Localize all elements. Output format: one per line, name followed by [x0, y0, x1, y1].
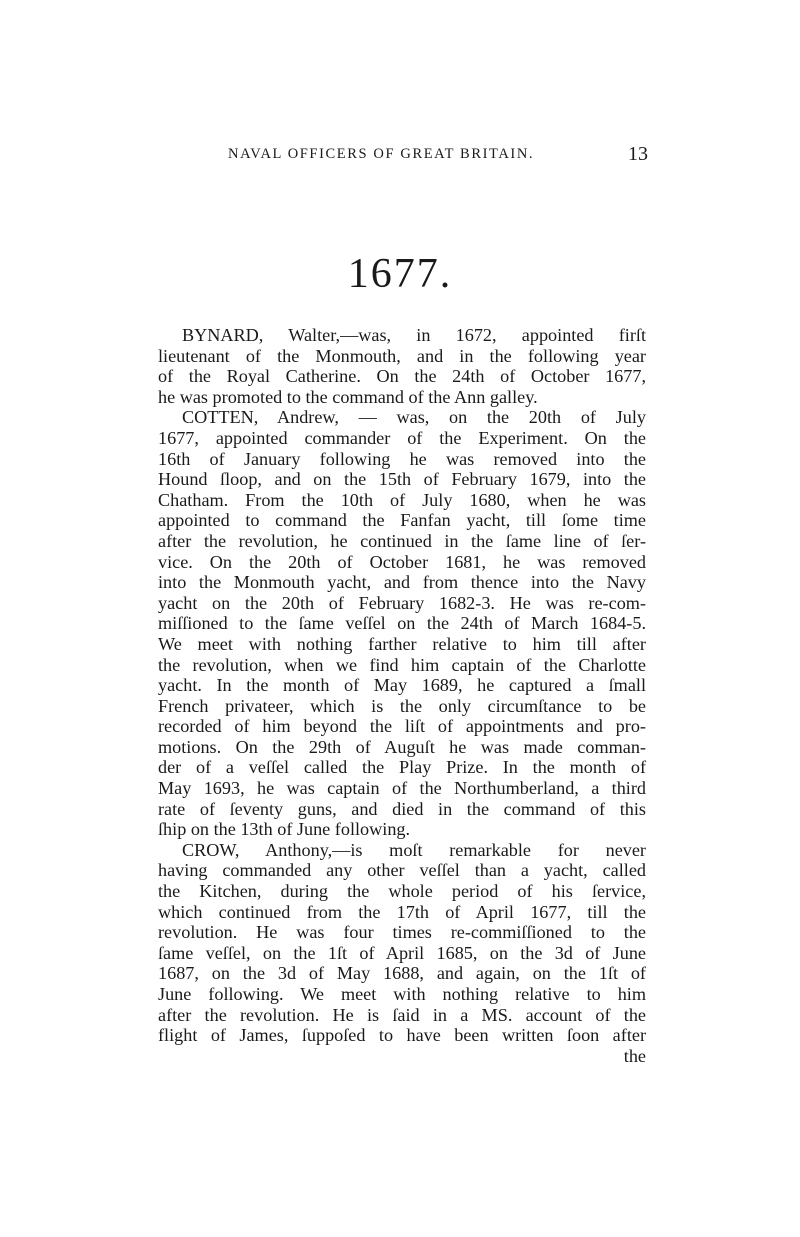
text-line: appointed to command the Fanfan yacht, till ſome time [158, 510, 646, 531]
year-heading: 1677. [347, 251, 453, 297]
text-line: COTTEN, Andrew, — was, on the 20th of July [182, 407, 646, 428]
text-line: motions. On the 29th of Auguſt he was made comman- [158, 736, 646, 757]
text-line: recorded of him beyond the liſt of appointments and pro- [158, 716, 646, 737]
page-number: 13 [628, 143, 648, 165]
text-line: he was promoted to the command of the Ann galley. [158, 386, 538, 407]
text-line: 16th of January following he was removed into the [158, 448, 646, 469]
text-line: of the Royal Catherine. On the 24th of October 1677, [158, 366, 646, 387]
text-line: der of a veſſel called the Play Prize. In the month of [158, 757, 646, 778]
text-line: Hound ſloop, and on the 15th of February 1679, into the [158, 469, 646, 490]
text-line: which continued from the 17th of April 1677, till the [158, 901, 646, 922]
text-line: after the revolution, he continued in the ſame line of ſer- [158, 530, 646, 551]
text-line: flight of James, ſuppoſed to have been written ſoon after [158, 1025, 646, 1046]
text-line: BYNARD, Walter,—was, in 1672, appointed firſt [182, 325, 646, 345]
text-line: ſame veſſel, on the 1ſt of April 1685, on the 3d of June [158, 942, 646, 963]
text-line: into the Monmouth yacht, and from thence into the Navy [158, 572, 646, 593]
running-title: NAVAL OFFICERS OF GREAT BRITAIN. [228, 146, 535, 162]
text-line: Chatham. From the 10th of July 1680, when he was [158, 489, 646, 510]
text-line: yacht. In the month of May 1689, he captured a ſmall [158, 675, 646, 696]
text-line: French privateer, which is the only circumſtance to be [158, 695, 646, 716]
text-line: miſſioned to the ſame veſſel on the 24th of March 1684-5. [158, 613, 646, 634]
body-text [158, 325, 646, 1066]
text-line: the Kitchen, during the whole period of his ſervice, [158, 881, 646, 902]
text-line: May 1693, he was captain of the Northumberland, a third [158, 778, 646, 799]
running-head [228, 143, 648, 168]
text-line: 1687, on the 3d of May 1688, and again, on the 1ſt of [158, 963, 646, 984]
text-line: ſhip on the 13th of June following. [158, 819, 411, 840]
text-line: 1677, appointed commander of the Experiment. On the [158, 427, 646, 448]
text-line: having commanded any other veſſel than a yacht, called [158, 860, 646, 881]
text-line: CROW, Anthony,—is moſt remarkable for never [182, 839, 646, 860]
catchword: the [623, 1045, 646, 1066]
text-line: June following. We meet with nothing relative to him [158, 984, 646, 1004]
text-line: after the revolution. He is ſaid in a MS. account of the [158, 1004, 646, 1025]
text-line: We meet with nothing farther relative to him till after [158, 633, 646, 654]
text-line: revolution. He was four times re-commiſſioned to the [158, 922, 646, 943]
text-line: lieutenant of the Monmouth, and in the following year [158, 345, 646, 366]
text-line: yacht on the 20th of February 1682-3. He was re-com- [158, 592, 646, 613]
text-line: the revolution, when we find him captain of the Charlotte [158, 654, 646, 675]
text-line: rate of ſeventy guns, and died in the command of this [158, 798, 646, 819]
text-line: vice. On the 20th of October 1681, he was removed [158, 551, 646, 572]
